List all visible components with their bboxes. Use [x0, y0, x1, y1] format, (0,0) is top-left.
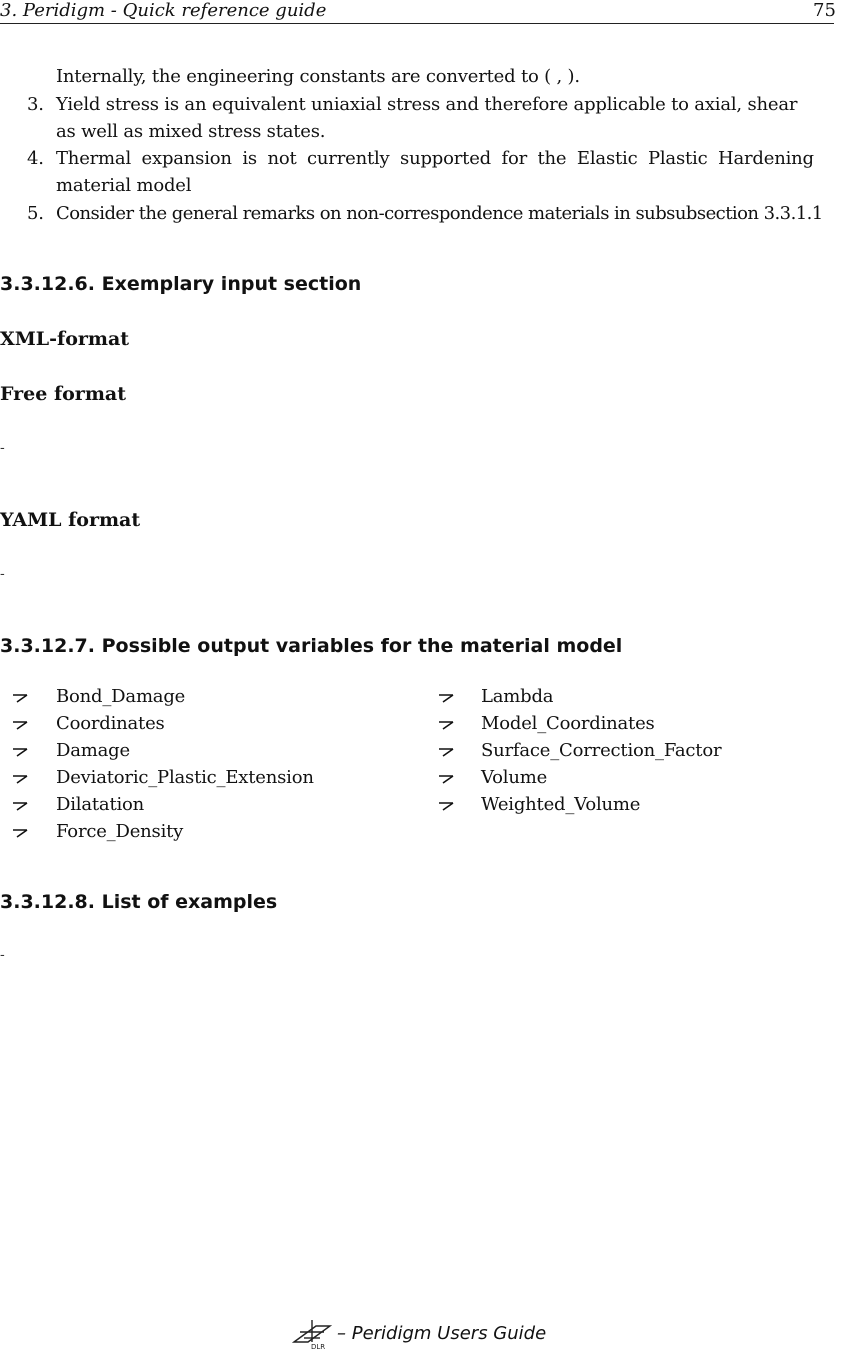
output-variable-item: Damage: [56, 740, 130, 761]
paragraph-heading-free-format: Free format: [0, 383, 127, 405]
output-variable-item: Lambda: [481, 686, 554, 707]
arrow-bullet-icon: [12, 828, 30, 838]
arrow-bullet-icon: [12, 747, 30, 757]
note-item-4-number: 4.: [27, 148, 44, 169]
arrow-bullet-icon: [12, 720, 30, 730]
note-item-5-line-1: Consider the general remarks on non-correspondence materials in subsubsection 3.3.1.1: [56, 203, 823, 224]
output-variable-item: Dilatation: [56, 794, 145, 815]
arrow-bullet-icon: [438, 774, 456, 784]
arrow-bullet-icon: [12, 774, 30, 784]
arrow-bullet-icon: [438, 720, 456, 730]
note-item-2-continuation: Internally, the engineering constants are converted to ( , ).: [56, 66, 580, 87]
footer-guide-title: – Peridigm Users Guide: [337, 1323, 547, 1344]
note-item-4-line-2: material model: [56, 175, 192, 196]
paragraph-heading-xml-format: XML-format: [0, 328, 130, 350]
paragraph-heading-yaml-format: YAML format: [0, 509, 141, 531]
arrow-bullet-icon: [12, 693, 30, 703]
output-variable-item: Deviatoric_Plastic_Extension: [56, 767, 314, 788]
section-heading-exemplary-input: 3.3.12.6. Exemplary input section: [0, 273, 362, 295]
free-format-placeholder: -: [0, 440, 5, 456]
dlr-logo-text: DLR: [311, 1343, 326, 1350]
arrow-bullet-icon: [438, 693, 456, 703]
note-item-4-line-1: Thermal expansion is not currently supported for the Elastic Plastic Hardening: [56, 148, 814, 169]
note-item-5-number: 5.: [27, 203, 44, 224]
output-variable-item: Volume: [481, 767, 548, 788]
output-variable-item: Bond_Damage: [56, 686, 186, 707]
arrow-bullet-icon: [12, 801, 30, 811]
note-item-3-line-1: Yield stress is an equivalent uniaxial stress and therefore applicable to axial, shear: [56, 94, 798, 115]
section-heading-list-of-examples: 3.3.12.8. List of examples: [0, 891, 278, 913]
page-number: 75: [813, 0, 836, 21]
output-variable-item: Model_Coordinates: [481, 713, 655, 734]
output-variable-item: Weighted_Volume: [481, 794, 641, 815]
arrow-bullet-icon: [438, 801, 456, 811]
header-rule: [0, 23, 834, 24]
running-header-title: 3. Peridigm - Quick reference guide: [0, 0, 327, 21]
arrow-bullet-icon: [438, 747, 456, 757]
output-variable-item: Force_Density: [56, 821, 184, 842]
list-of-examples-placeholder: -: [0, 947, 5, 963]
note-item-3-line-2: as well as mixed stress states.: [56, 121, 326, 142]
section-heading-output-variables: 3.3.12.7. Possible output variables for the material model: [0, 635, 623, 657]
output-variable-item: Coordinates: [56, 713, 165, 734]
note-item-3-number: 3.: [27, 94, 44, 115]
output-variable-item: Surface_Correction_Factor: [481, 740, 722, 761]
yaml-format-placeholder: -: [0, 566, 5, 582]
dlr-logo-icon: [290, 1318, 334, 1350]
